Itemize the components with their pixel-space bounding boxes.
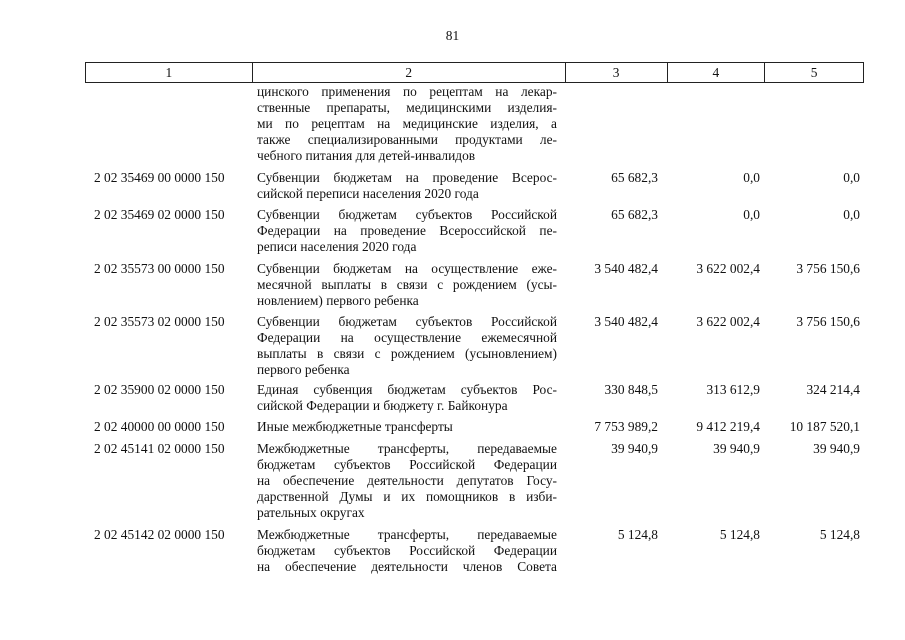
description-line: новлением) первого ребенка <box>257 293 419 308</box>
value-col-3: 65 682,3 <box>611 207 658 222</box>
description-line: Субвенции бюджетам на проведение Всерос- <box>257 170 557 185</box>
description-line: выплаты в связи с рождением (усыновлением) <box>257 346 557 361</box>
description-line: бюджетам субъектов Российской Федерации <box>257 543 557 558</box>
row-description <box>257 261 557 309</box>
value-col-5: 3 756 150,6 <box>796 314 860 329</box>
description-line: на обеспечение деятельности депутатов Госу- <box>257 473 557 488</box>
row-description <box>257 84 557 164</box>
row-code: 2 02 35469 02 0000 150 <box>94 207 225 222</box>
value-col-5: 10 187 520,1 <box>789 419 860 434</box>
value-col-4: 9 412 219,4 <box>696 419 760 434</box>
description-line: рательных округах <box>257 505 365 520</box>
value-col-5: 324 214,4 <box>806 382 860 397</box>
description-line: бюджетам субъектов Российской Федерации <box>257 457 557 472</box>
header-col-4: 4 <box>667 63 765 82</box>
value-col-5: 3 756 150,6 <box>796 261 860 276</box>
header-col-3: 3 <box>565 63 667 82</box>
value-col-3: 3 540 482,4 <box>594 261 658 276</box>
value-col-5: 5 124,8 <box>819 527 860 542</box>
description-line: на обеспечение деятельности членов Совета <box>257 559 557 574</box>
description-line: реписи населения 2020 года <box>257 239 417 254</box>
row-description <box>257 382 557 414</box>
row-code: 2 02 35469 00 0000 150 <box>94 170 225 185</box>
value-col-4: 3 622 002,4 <box>696 314 760 329</box>
value-col-5: 0,0 <box>843 207 860 222</box>
value-col-3: 3 540 482,4 <box>594 314 658 329</box>
description-line: ственные препараты, медицинскими изделия- <box>257 100 557 115</box>
row-description <box>257 419 557 435</box>
value-col-4: 0,0 <box>743 170 760 185</box>
description-line: месячной выплаты в связи с рождением (усы- <box>257 277 557 292</box>
value-col-4: 39 940,9 <box>713 441 760 456</box>
description-line: Субвенции бюджетам на осуществление еже- <box>257 261 557 276</box>
description-line: ми по рецептам на медицинские изделия, а <box>257 116 557 131</box>
description-line: Субвенции бюджетам субъектов Российской <box>257 207 557 222</box>
row-code: 2 02 35573 00 0000 150 <box>94 261 225 276</box>
description-line: Единая субвенция бюджетам субъектов Рос- <box>257 382 557 397</box>
row-code: 2 02 35573 02 0000 150 <box>94 314 225 329</box>
description-line: цинского применения по рецептам на лекар- <box>257 84 557 99</box>
description-line: Межбюджетные трансферты, передаваемые <box>257 527 557 542</box>
value-col-3: 39 940,9 <box>611 441 658 456</box>
description-line: дарственной Думы и их помощников в изби- <box>257 489 557 504</box>
row-description <box>257 527 557 575</box>
row-description <box>257 441 557 521</box>
description-line: первого ребенка <box>257 362 350 377</box>
value-col-5: 39 940,9 <box>813 441 860 456</box>
value-col-4: 0,0 <box>743 207 760 222</box>
row-description <box>257 207 557 255</box>
row-code: 2 02 45141 02 0000 150 <box>94 441 225 456</box>
value-col-3: 65 682,3 <box>611 170 658 185</box>
description-line: Федерации на осуществление ежемесячной <box>257 330 557 345</box>
row-description <box>257 170 557 202</box>
table-header <box>85 62 864 83</box>
value-col-3: 330 848,5 <box>604 382 658 397</box>
value-col-5: 0,0 <box>843 170 860 185</box>
description-line: также специализированными продуктами ле- <box>257 132 557 147</box>
row-description <box>257 314 557 378</box>
header-col-1: 1 <box>165 65 173 80</box>
description-line: сийской переписи населения 2020 года <box>257 186 479 201</box>
description-line: Иные межбюджетные трансферты <box>257 419 453 434</box>
value-col-4: 5 124,8 <box>719 527 760 542</box>
row-code: 2 02 35900 02 0000 150 <box>94 382 225 397</box>
value-col-3: 7 753 989,2 <box>594 419 658 434</box>
description-line: сийской Федерации и бюджету г. Байконура <box>257 398 508 413</box>
value-col-4: 3 622 002,4 <box>696 261 760 276</box>
header-col-2: 2 <box>252 63 565 82</box>
page-number: 81 <box>445 28 460 43</box>
row-code: 2 02 40000 00 0000 150 <box>94 419 225 434</box>
description-line: Межбюджетные трансферты, передаваемые <box>257 441 557 456</box>
description-line: Федерации на проведение Всероссийской пе- <box>257 223 557 238</box>
value-col-4: 313 612,9 <box>706 382 760 397</box>
description-line: Субвенции бюджетам субъектов Российской <box>257 314 557 329</box>
value-col-3: 5 124,8 <box>617 527 658 542</box>
description-line: чебного питания для детей-инвалидов <box>257 148 476 163</box>
row-code: 2 02 45142 02 0000 150 <box>94 527 225 542</box>
header-col-5: 5 <box>764 63 863 82</box>
